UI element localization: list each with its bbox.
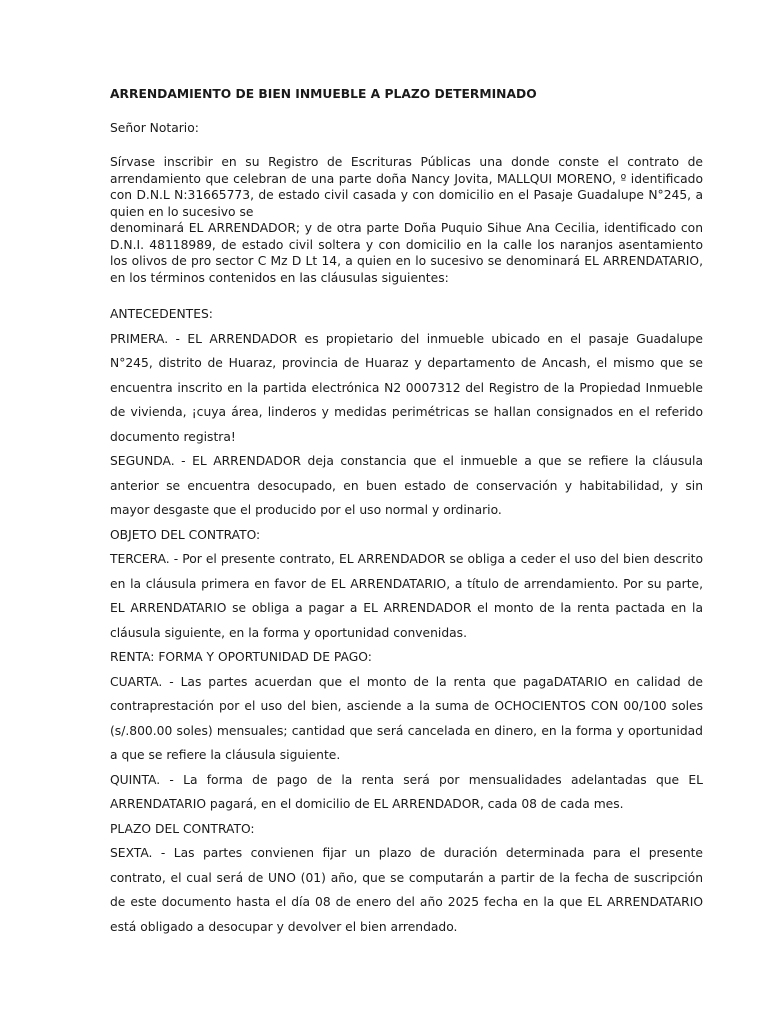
salutation: Señor Notario: [110,121,199,135]
section-heading-plazo: PLAZO DEL CONTRATO: [110,821,255,836]
document-title: ARRENDAMIENTO DE BIEN INMUEBLE A PLAZO DETERMINADO [110,87,537,101]
intro-paragraph [110,154,703,286]
clause-segunda: SEGUNDA. - EL ARRENDADOR deja constancia que el inmueble a que se refiere la cláusula anterior se encuentra desocupado, en buen estado de conservación y habitabilidad, y sin mayor desgaste que el producido por el uso normal y ordinario. [110,454,703,517]
clause-quinta: QUINTA. - La forma de pago de la renta será por mensualidades adelantadas que EL ARRENDATARIO pagará, en el domicilio de EL ARRENDADOR, cada 08 de cada mes. [110,772,703,811]
section-heading-antecedentes: ANTECEDENTES: [110,307,213,321]
clause-tercera: TERCERA. - Por el presente contrato, EL ARRENDADOR se obliga a ceder el uso del bien descrito en la cláusula primera en favor de EL ARRENDATARIO, a título de arrendamiento. Por su parte, EL ARRENDATARIO se obliga a pagar a EL ARRENDADOR el monto de la renta pactada en la cláusula siguiente, en la forma y oportunidad convenidas. [110,552,703,640]
section-heading-objeto: OBJETO DEL CONTRATO: [110,527,261,542]
clause-primera: PRIMERA. - EL ARRENDADOR es propietario del inmueble ubicado en el pasaje Guadalupe N°245, distrito de Huaraz, provincia de Huaraz y departamento de Ancash, el mismo que se encuentra inscrito en la partida electrónica N2 0007312 del Registro de la Propiedad Inmueble de vivienda, ¡cuya área, linderos y medidas perimétricas se hallan consignados en el referido documento registra! [110,331,703,444]
document-page [110,86,703,939]
section-heading-renta: RENTA: FORMA Y OPORTUNIDAD DE PAGO: [110,650,372,664]
intro-text-part-2: denominará EL ARRENDADOR; y de otra parte Doña Puquio Sihue Ana Cecilia, identificado con D.N.I. 48118989, de estado civil soltera y con domicilio en la calle los naranjos asentamiento los olivos de pro sector C Mz D Lt 14, a quien en lo sucesivo se denominará EL ARRENDATARIO, en los términos contenidos en las cláusulas siguientes: [110,221,703,285]
clause-sexta: SEXTA. - Las partes convienen fijar un plazo de duración determinada para el presente contrato, el cual será de UNO (01) año, que se computarán a partir de la fecha de suscripción de este documento hasta el día 08 de enero del año 2025 fecha en la que EL ARRENDATARIO está obligado a desocupar y devolver el bien arrendado. [110,846,703,934]
clause-cuarta: CUARTA. - Las partes acuerdan que el monto de la renta que pagaDATARIO en calidad de contraprestación por el uso del bien, asciende a la suma de OCHOCIENTOS CON 00/100 soles (s/.800.00 soles) mensuales; cantidad que será cancelada en dinero, en la forma y oportunidad a que se refiere la cláusula siguiente. [110,674,703,762]
intro-text-part-1: Sírvase inscribir en su Registro de Escrituras Públicas una donde conste el contrato de arrendamiento que celebran de una parte doña Nancy Jovita, MALLQUI MORENO, º identificado con D.N.L N:31665773, de estado civil casada y con domicilio en el Pasaje Guadalupe N°245, a quien en lo sucesivo se [110,155,703,219]
